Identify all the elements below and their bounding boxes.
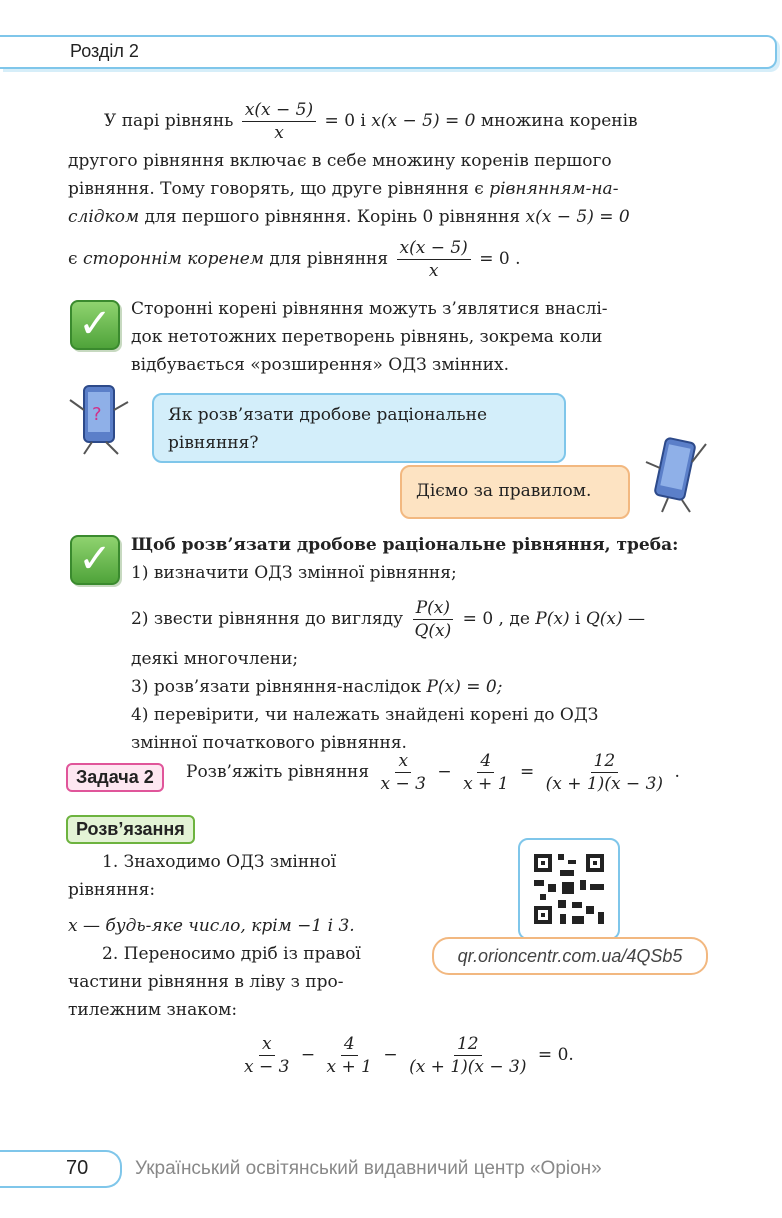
numerator: 4 [477,750,494,773]
section-title: Розділ 2 [70,41,139,61]
denominator: x [274,123,284,143]
text: . [674,762,680,782]
text: = 0 [324,111,356,131]
numerator: 12 [454,1033,482,1056]
page-number-tab [0,1150,122,1188]
numerator: x(x − 5) [242,99,316,122]
answer-text: Діємо за правилом. [416,481,592,501]
solution-line: рівняння: [68,880,156,900]
qr-pattern-icon [520,840,618,938]
term: P(x) [535,609,570,629]
denominator: x [428,261,439,281]
note-line: док нетотожних перетворень рівнянь, зокрема коли [131,327,603,347]
numerator: x(x − 5) [397,237,471,260]
question-bubble [152,393,566,463]
phone-character-left-icon [62,380,142,460]
fraction [241,1033,292,1078]
fraction [460,750,511,795]
denominator: x − 3 [244,1057,290,1077]
solution-line: частини рівняння в ліву з про- [68,972,344,992]
denominator: x + 1 [463,774,509,794]
note1 [131,295,711,379]
rule-step: змінної початкового рівняння. [131,733,407,753]
text: рівняння. Тому говорять, що друге рівняння є [68,179,484,199]
page-number: 70 [66,1157,89,1179]
text: є [68,249,78,269]
rule-step: 1) визначити ОДЗ змінної рівняння; [131,563,457,583]
equation: P(x) = 0; [426,677,503,697]
solution-line: x — будь-яке число, крім −1 і 3. [68,916,355,936]
task-statement [186,750,716,795]
solution-text [68,848,413,1024]
text: 3) розв’язати рівняння-наслідок [131,677,422,697]
text: — [628,609,646,629]
operator: − [300,1045,316,1065]
fraction [411,597,454,642]
denominator: (x + 1)(x − 3) [409,1057,527,1077]
denominator: Q(x) [414,621,452,641]
operator: − [437,762,452,782]
term: рівнянням-на- [489,179,619,199]
answer-bubble [400,465,630,519]
question-line: рівняння? [168,433,259,453]
term: слідком [68,207,140,227]
rule-step: 4) перевірити, чи належать знайдені корені до ОДЗ [131,705,599,725]
rule-step: деякі многочлени; [131,649,299,669]
denominator: x + 1 [326,1057,372,1077]
solution-line: тилежним знаком: [68,1000,238,1020]
text: = 0 . [479,249,521,269]
text: множина коренів [480,111,638,131]
numerator: x [259,1033,275,1056]
text: 2) звести рівняння до вигляду [131,609,404,629]
checkmark-icon: ✓ [70,535,120,585]
para1-line3 [68,175,618,203]
numerator: 4 [341,1033,358,1056]
section-header [0,35,777,69]
rule-step [131,597,711,642]
publisher: Український освітянський видавничий центр «Оріон» [135,1158,602,1179]
rule-title: Щоб розв’язати дробове раціональне рівняння, треба: [131,535,679,555]
text: = 0 , де [462,609,530,629]
operator: − [383,1045,398,1065]
solution-line: 2. Переносимо дріб із правої [102,944,361,964]
denominator: x − 3 [380,774,426,794]
para1-line1 [104,99,714,144]
fraction [543,750,666,795]
numerator: P(x) [413,597,453,620]
para1-line2: другого рівняння включає в себе множину коренів першого [68,151,612,171]
checkmark-icon: ✓ [70,300,120,350]
qr-code-icon [518,838,620,940]
fraction [242,99,316,144]
numerator: 12 [591,750,619,773]
fraction [397,237,471,282]
fraction [324,1033,375,1078]
fraction [406,1033,529,1078]
text: = 0. [537,1045,574,1065]
para1-line4 [68,203,630,231]
solution-line: 1. Знаходимо ОДЗ змінної [102,852,337,872]
denominator: (x + 1)(x − 3) [545,774,664,794]
solution-label: Розв’язання [66,815,195,844]
note-line: Сторонні корені рівняння можуть з’являтися внаслі- [131,299,608,319]
task-label: Задача 2 [66,763,164,792]
term: Q(x) [585,609,623,629]
note-line: відбувається «розширення» ОДЗ змінних. [131,355,509,375]
qr-link[interactable]: qr.orioncentr.com.ua/4QSb5 [432,937,708,975]
equation: x(x − 5) = 0 [371,111,476,131]
question-line: Як розв’язати дробове раціональне [168,405,488,425]
svg-text:?: ? [92,404,102,425]
phone-character-right-icon [636,432,716,516]
equation: x(x − 5) = 0 [525,207,630,227]
text: і [360,111,366,131]
rule-block [131,531,711,642]
rule-continuation [131,645,711,757]
rule-step [131,673,711,701]
operator: = [519,762,535,782]
text: У парі рівнянь [104,111,234,131]
text: і [574,609,581,629]
term: стороннім коренем [82,249,264,269]
numerator: x [395,750,411,773]
para1-line5 [68,237,521,282]
text: Розв’яжіть рівняння [186,762,370,782]
fraction [378,750,429,795]
text: для першого рівняння. Корінь 0 рівняння [144,207,521,227]
final-equation [238,1033,658,1078]
text: для рівняння [269,249,389,269]
